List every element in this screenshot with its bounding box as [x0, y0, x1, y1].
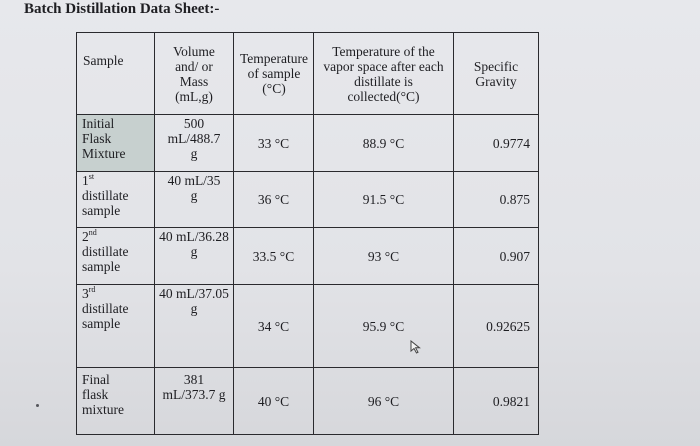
header-volume: Volume and/ or Mass (mL,g) [155, 33, 234, 115]
header-sample: Sample [77, 33, 155, 115]
volume-cell: 381 mL/373.7 g [155, 368, 234, 435]
ordinal-suffix: nd [88, 228, 97, 237]
ordinal-number: 1 [82, 173, 89, 188]
header-temperature: Temperature of sample (°C) [234, 33, 314, 115]
table-row [77, 228, 539, 285]
vapor-temperature-cell: 93 °C [314, 228, 454, 285]
header-vapor-temperature: Temperature of the vapor space after each distillate is collected(°C) [314, 33, 454, 115]
sample-cell [77, 228, 155, 285]
table-row [77, 285, 539, 368]
volume-cell: 40 mL/36.28 g [155, 228, 234, 285]
volume-cell: 40 mL/37.05 g [155, 285, 234, 368]
temperature-cell: 33.5 °C [234, 228, 314, 285]
temperature-cell: 36 °C [234, 172, 314, 228]
mouse-pointer-icon [410, 340, 422, 354]
ordinal-suffix: rd [88, 285, 96, 294]
ordinal-number: 3 [82, 286, 89, 301]
specific-gravity-cell: 0.875 [454, 172, 539, 228]
distillation-data-table [76, 32, 539, 435]
page-title: Batch Distillation Data Sheet:- [24, 1, 220, 17]
volume-cell: 40 mL/35 g [155, 172, 234, 228]
sample-cell: Initial Flask Mixture [77, 115, 155, 172]
sample-cell [77, 172, 155, 228]
sample-label: distillate sample [82, 244, 129, 274]
table-row [77, 172, 539, 228]
dust-speck [36, 404, 39, 407]
specific-gravity-cell: 0.907 [454, 228, 539, 285]
sample-cell: Final flask mixture [77, 368, 155, 435]
temperature-cell: 34 °C [234, 285, 314, 368]
vapor-temperature-cell: 96 °C [314, 368, 454, 435]
sample-label: distillate sample [82, 188, 129, 218]
temperature-cell: 40 °C [234, 368, 314, 435]
volume-cell: 500 mL/488.7 g [155, 115, 234, 172]
vapor-temperature-cell: 95.9 °C [314, 285, 454, 368]
specific-gravity-cell: 0.9774 [454, 115, 539, 172]
vapor-temperature-cell: 88.9 °C [314, 115, 454, 172]
ordinal-number: 2 [82, 229, 89, 244]
ordinal-suffix: st [88, 172, 95, 181]
specific-gravity-cell: 0.9821 [454, 368, 539, 435]
header-specific-gravity: Specific Gravity [454, 33, 539, 115]
table-header-row [77, 33, 539, 115]
table-row [77, 115, 539, 172]
specific-gravity-cell: 0.92625 [454, 285, 539, 368]
table-row [77, 368, 539, 435]
temperature-cell: 33 °C [234, 115, 314, 172]
sample-label: distillate sample [82, 301, 129, 331]
sample-cell [77, 285, 155, 368]
vapor-temperature-cell: 91.5 °C [314, 172, 454, 228]
